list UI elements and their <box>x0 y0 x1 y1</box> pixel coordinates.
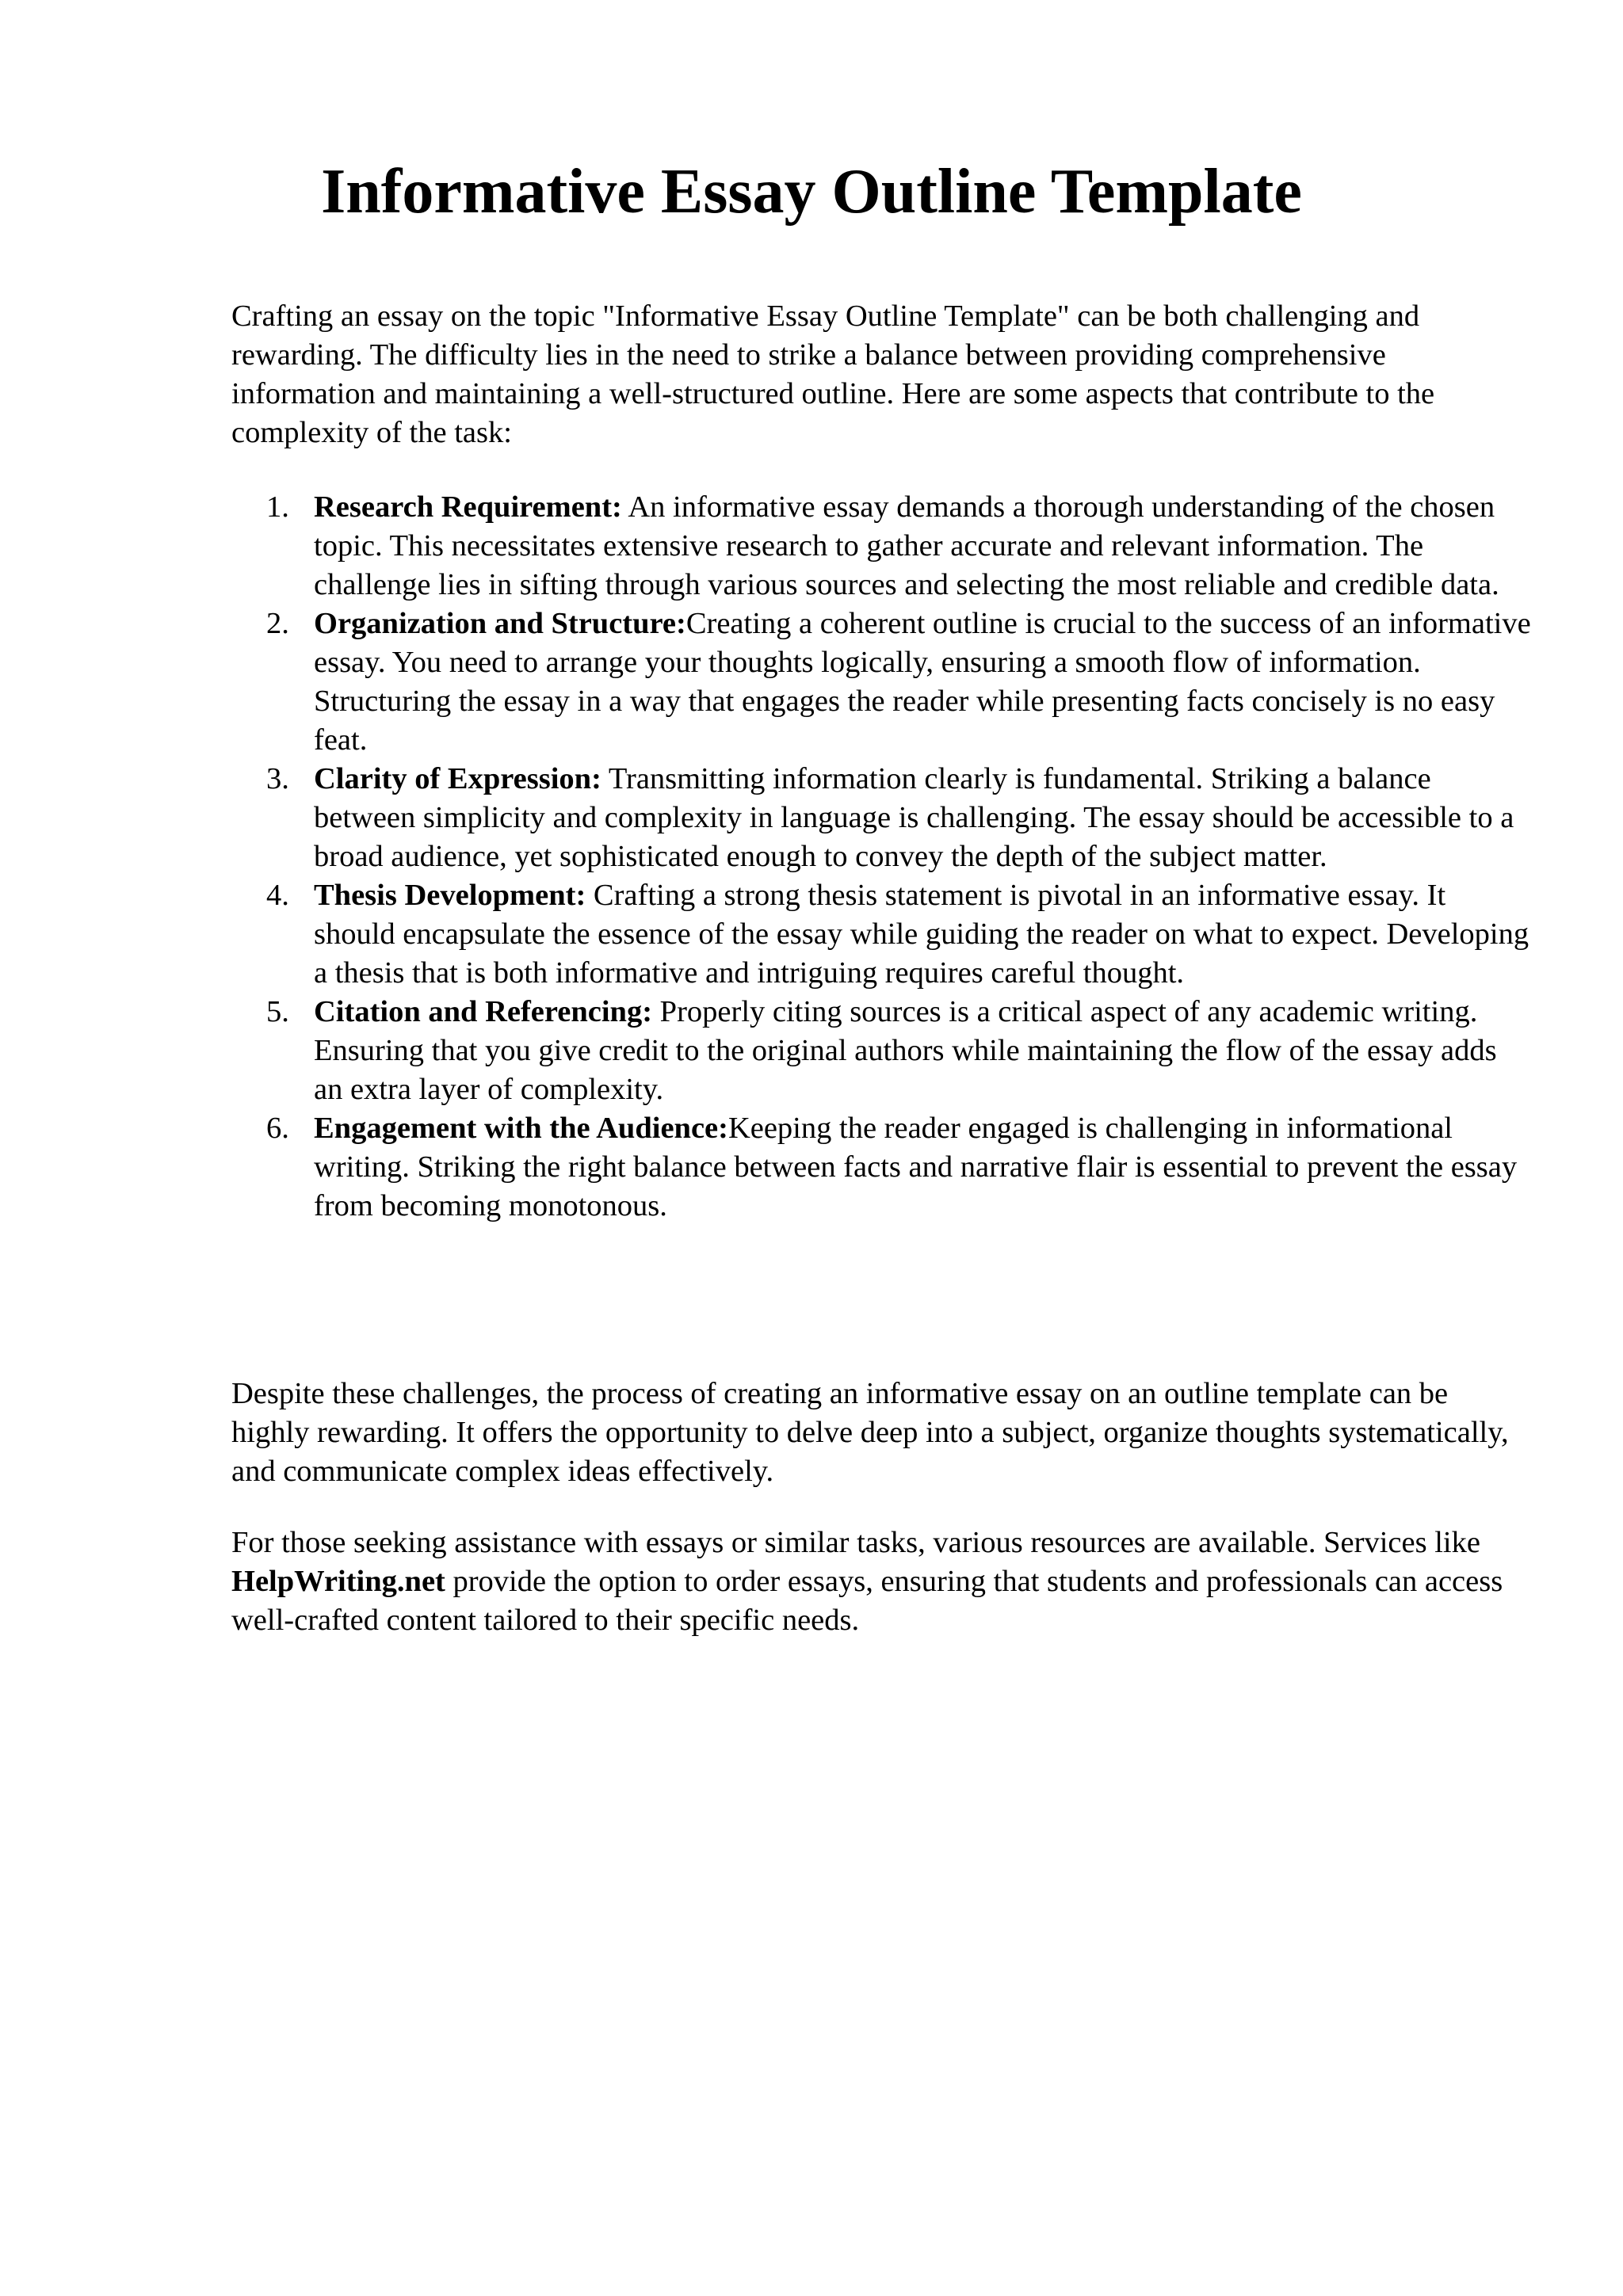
list-item <box>231 876 1531 993</box>
list-item-text: An informative essay demands a thorough understanding of the chosen topic. This necessitates extensive research to gather accurate and relevant information. The challenge lies in sifting through various sources and selecting the most reliable and credible data. <box>314 490 1499 601</box>
list-item-text: Crafting a strong thesis statement is pivotal in an informative essay. It should encapsulate the essence of the essay while guiding the reader on what to expect. Developing a thesis that is both informative and intriguing requires careful thought. <box>314 879 1529 990</box>
list-item <box>231 1109 1531 1226</box>
list-item <box>231 488 1531 605</box>
list-item-term: Organization and Structure: <box>314 607 686 640</box>
list-item-number: 1. <box>266 490 289 524</box>
outline-list <box>231 488 1531 1226</box>
list-item-term: Citation and Referencing: <box>314 995 653 1028</box>
list-item <box>231 605 1531 760</box>
list-item-number: 5. <box>266 995 289 1028</box>
helpwriting-link[interactable]: HelpWriting.net <box>231 1565 445 1598</box>
services-text-before: For those seeking assistance with essays or similar tasks, various resources are available. Services like <box>231 1526 1480 1559</box>
list-item-number: 4. <box>266 879 289 912</box>
list-item-text: Creating a coherent outline is crucial to the success of an informative essay. You need to arrange your thoughts logically, ensuring a smooth flow of information. Structuring the essay in a way that engages the reader while presenting facts concisely is no easy feat. <box>314 607 1531 757</box>
list-item <box>231 760 1531 876</box>
services-paragraph <box>231 1524 1531 1640</box>
document-title: Informative Essay Outline Template <box>321 157 1302 227</box>
intro-paragraph: Crafting an essay on the topic "Informative Essay Outline Template" can be both challenging and rewarding. The difficulty lies in the need to strike a balance between providing comprehensive information and maintaining a well-structured outline. Here are some aspects that contribute to the complexity of the task: <box>231 299 1435 449</box>
list-item-number: 3. <box>266 762 289 795</box>
list-item-number: 2. <box>266 607 289 640</box>
list-item <box>231 993 1531 1109</box>
list-item-term: Research Requirement: <box>314 490 622 524</box>
services-text-after: provide the option to order essays, ensuring that students and professionals can access well-crafted content tailored to their specific needs. <box>231 1565 1503 1637</box>
list-item-term: Clarity of Expression: <box>314 762 601 795</box>
list-item-number: 6. <box>266 1112 289 1145</box>
list-item-term: Engagement with the Audience: <box>314 1112 728 1145</box>
list-item-text: Keeping the reader engaged is challenging in informational writing. Striking the right balance between facts and narrative flair is essential to prevent the essay from becoming monotonous. <box>314 1112 1518 1222</box>
closing-paragraph: Despite these challenges, the process of creating an informative essay on an outline template can be highly rewarding. It offers the opportunity to delve deep into a subject, organize thoughts systematically, and communicate complex ideas effectively. <box>231 1377 1509 1488</box>
list-item-text: Transmitting information clearly is fundamental. Striking a balance between simplicity and complexity in language is challenging. The essay should be accessible to a broad audience, yet sophisticated enough to convey the depth of the subject matter. <box>314 762 1514 873</box>
list-item-term: Thesis Development: <box>314 879 586 912</box>
list-item-text: Properly citing sources is a critical aspect of any academic writing. Ensuring that you give credit to the original authors while maintaining the flow of the essay adds an extra layer of complexity. <box>314 995 1497 1106</box>
